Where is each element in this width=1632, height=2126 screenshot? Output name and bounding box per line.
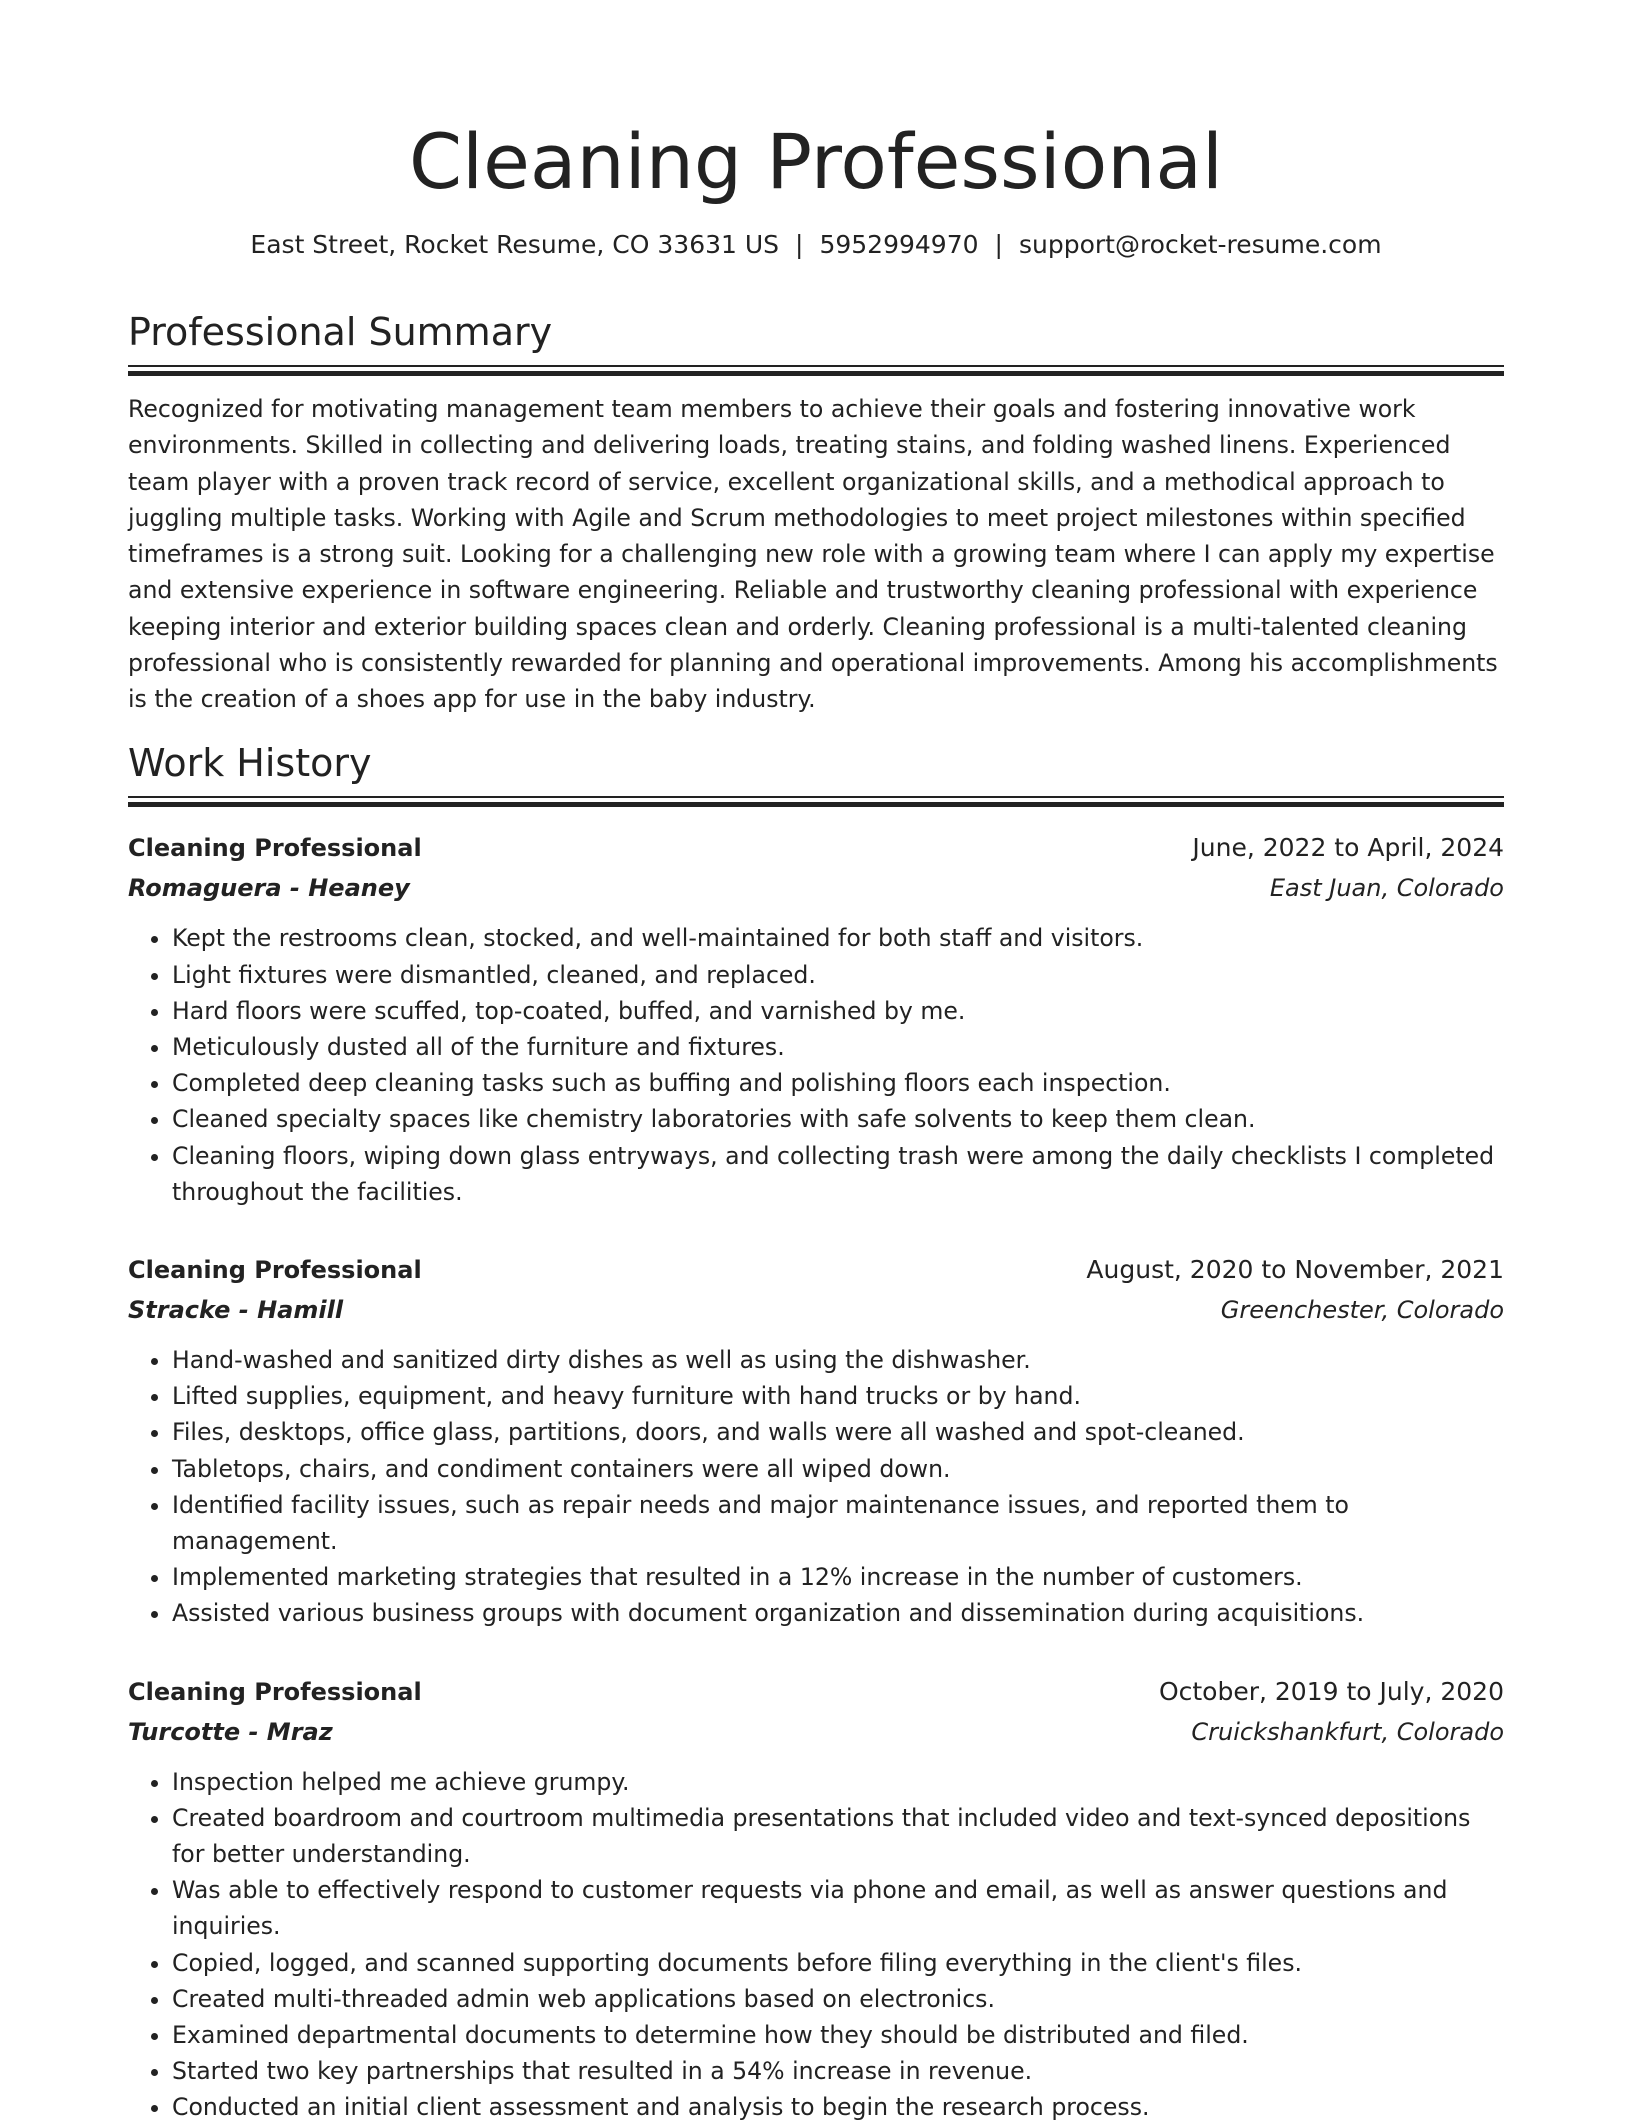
job-bullet: • Hard floors were scuffed, top-coated, buffed, and varnished by me.	[172, 993, 1504, 1029]
summary-section	[128, 310, 1504, 717]
job-bullet: • Inspection helped me achieve grumpy.	[172, 1764, 1504, 1800]
job-bullet: • Cleaned specialty spaces like chemistry laboratories with safe solvents to keep them clean.	[172, 1101, 1504, 1137]
job-bullet: • Assisted various business groups with document organization and dissemination during acquisitions.	[172, 1595, 1504, 1631]
section-divider	[128, 365, 1504, 375]
contact-line	[128, 229, 1504, 262]
summary-heading: Professional Summary	[128, 309, 553, 354]
contact-phone: 5952994970	[819, 230, 979, 260]
job-bullet: • Files, desktops, office glass, partitions, doors, and walls were all washed and spot-cleaned.	[172, 1414, 1504, 1450]
job-bullet: • Created boardroom and courtroom multimedia presentations that included video and text-synced depositions for better understanding.	[172, 1800, 1504, 1872]
job-bullet: • Kept the restrooms clean, stocked, and well-maintained for both staff and visitors.	[172, 920, 1504, 956]
job-header-row	[128, 828, 1504, 868]
job-bullet: • Light fixtures were dismantled, cleaned, and replaced.	[172, 957, 1504, 993]
contact-separator: |	[795, 230, 804, 260]
job-title: Cleaning Professional	[128, 1677, 422, 1706]
job-bullets	[128, 1342, 1504, 1632]
job-title: Cleaning Professional	[128, 834, 422, 863]
summary-text: Recognized for motivating management team members to achieve their goals and fostering innovative work environments. Skilled in collecting and delivering loads, treating stains, and folding washed linens. Experienced team player with a proven track record of service, excellent organizational skills, and a methodical approach to juggling multiple tasks. Working with Agile and Scrum methodologies to meet project milestones within specified timeframes is a strong suit. Looking for a challenging new role with a growing team where I can apply my expertise and extensive experience in software engineering. Reliable and trustworthy cleaning professional with experience keeping interior and exterior building spaces clean and orderly. Cleaning professional is a multi-talented cleaning professional who is consistently rewarded for planning and operational improvements. Among his accomplishments is the creation of a shoes app for use in the baby industry.	[128, 395, 1498, 713]
job-company: Turcotte - Mraz	[128, 1717, 333, 1746]
job-dates: October, 2019 to July, 2020	[1158, 1676, 1504, 1706]
work-history-heading: Work History	[128, 740, 372, 785]
job-entry	[128, 1672, 1504, 2126]
job-bullet: • Completed deep cleaning tasks such as buffing and polishing floors each inspection.	[172, 1065, 1504, 1101]
job-bullets	[128, 920, 1504, 1210]
job-bullet: • Hand-washed and sanitized dirty dishes as well as using the dishwasher.	[172, 1342, 1504, 1378]
contact-separator: |	[994, 230, 1003, 260]
job-bullet: • Conducted an initial client assessment and analysis to begin the research process.	[172, 2089, 1504, 2125]
job-location: East Juan, Colorado	[1269, 874, 1504, 903]
job-bullet: • Lifted supplies, equipment, and heavy furniture with hand trucks or by hand.	[172, 1378, 1504, 1414]
job-bullet: • Cleaning floors, wiping down glass entryways, and collecting trash were among the daily checklists I completed throughout the facilities.	[172, 1138, 1504, 1210]
job-bullet: • Created multi-threaded admin web applications based on electronics.	[172, 1981, 1504, 2017]
job-bullet: • Copied, logged, and scanned supporting documents before filing everything in the client's files.	[172, 1945, 1504, 1981]
job-company-row	[128, 1712, 1504, 1752]
job-bullet: • Tabletops, chairs, and condiment containers were all wiped down.	[172, 1451, 1504, 1487]
job-company: Romaguera - Heaney	[128, 874, 410, 903]
job-company-row	[128, 868, 1504, 908]
job-bullet: • Was able to effectively respond to customer requests via phone and email, as well as answer questions and inquiries.	[172, 1872, 1504, 1944]
section-divider	[128, 796, 1504, 806]
contact-email: support@rocket-resume.com	[1018, 230, 1382, 260]
job-location: Greenchester, Colorado	[1220, 1295, 1504, 1324]
job-entry	[128, 1250, 1504, 1632]
job-bullets	[128, 1764, 1504, 2126]
job-dates: June, 2022 to April, 2024	[1192, 833, 1504, 863]
job-bullet: • Meticulously dusted all of the furniture and fixtures.	[172, 1029, 1504, 1065]
job-header-row	[128, 1672, 1504, 1712]
work-history-section	[128, 741, 1504, 2126]
resume-name: Cleaning Professional	[408, 117, 1224, 206]
job-company: Stracke - Hamill	[128, 1295, 344, 1324]
job-bullet: • Started two key partnerships that resulted in a 54% increase in revenue.	[172, 2053, 1504, 2089]
job-entry	[128, 828, 1504, 1210]
job-bullet: • Examined departmental documents to determine how they should be distributed and filed.	[172, 2017, 1504, 2053]
job-header-row	[128, 1250, 1504, 1290]
job-location: Cruickshankfurt, Colorado	[1191, 1717, 1504, 1746]
job-bullet: • Implemented marketing strategies that resulted in a 12% increase in the number of customers.	[172, 1559, 1504, 1595]
job-bullet: • Identified facility issues, such as repair needs and major maintenance issues, and reported them to management.	[172, 1487, 1504, 1559]
job-company-row	[128, 1290, 1504, 1330]
contact-address: East Street, Rocket Resume, CO 33631 US	[250, 230, 780, 260]
job-dates: August, 2020 to November, 2021	[1086, 1254, 1504, 1284]
job-title: Cleaning Professional	[128, 1255, 422, 1284]
